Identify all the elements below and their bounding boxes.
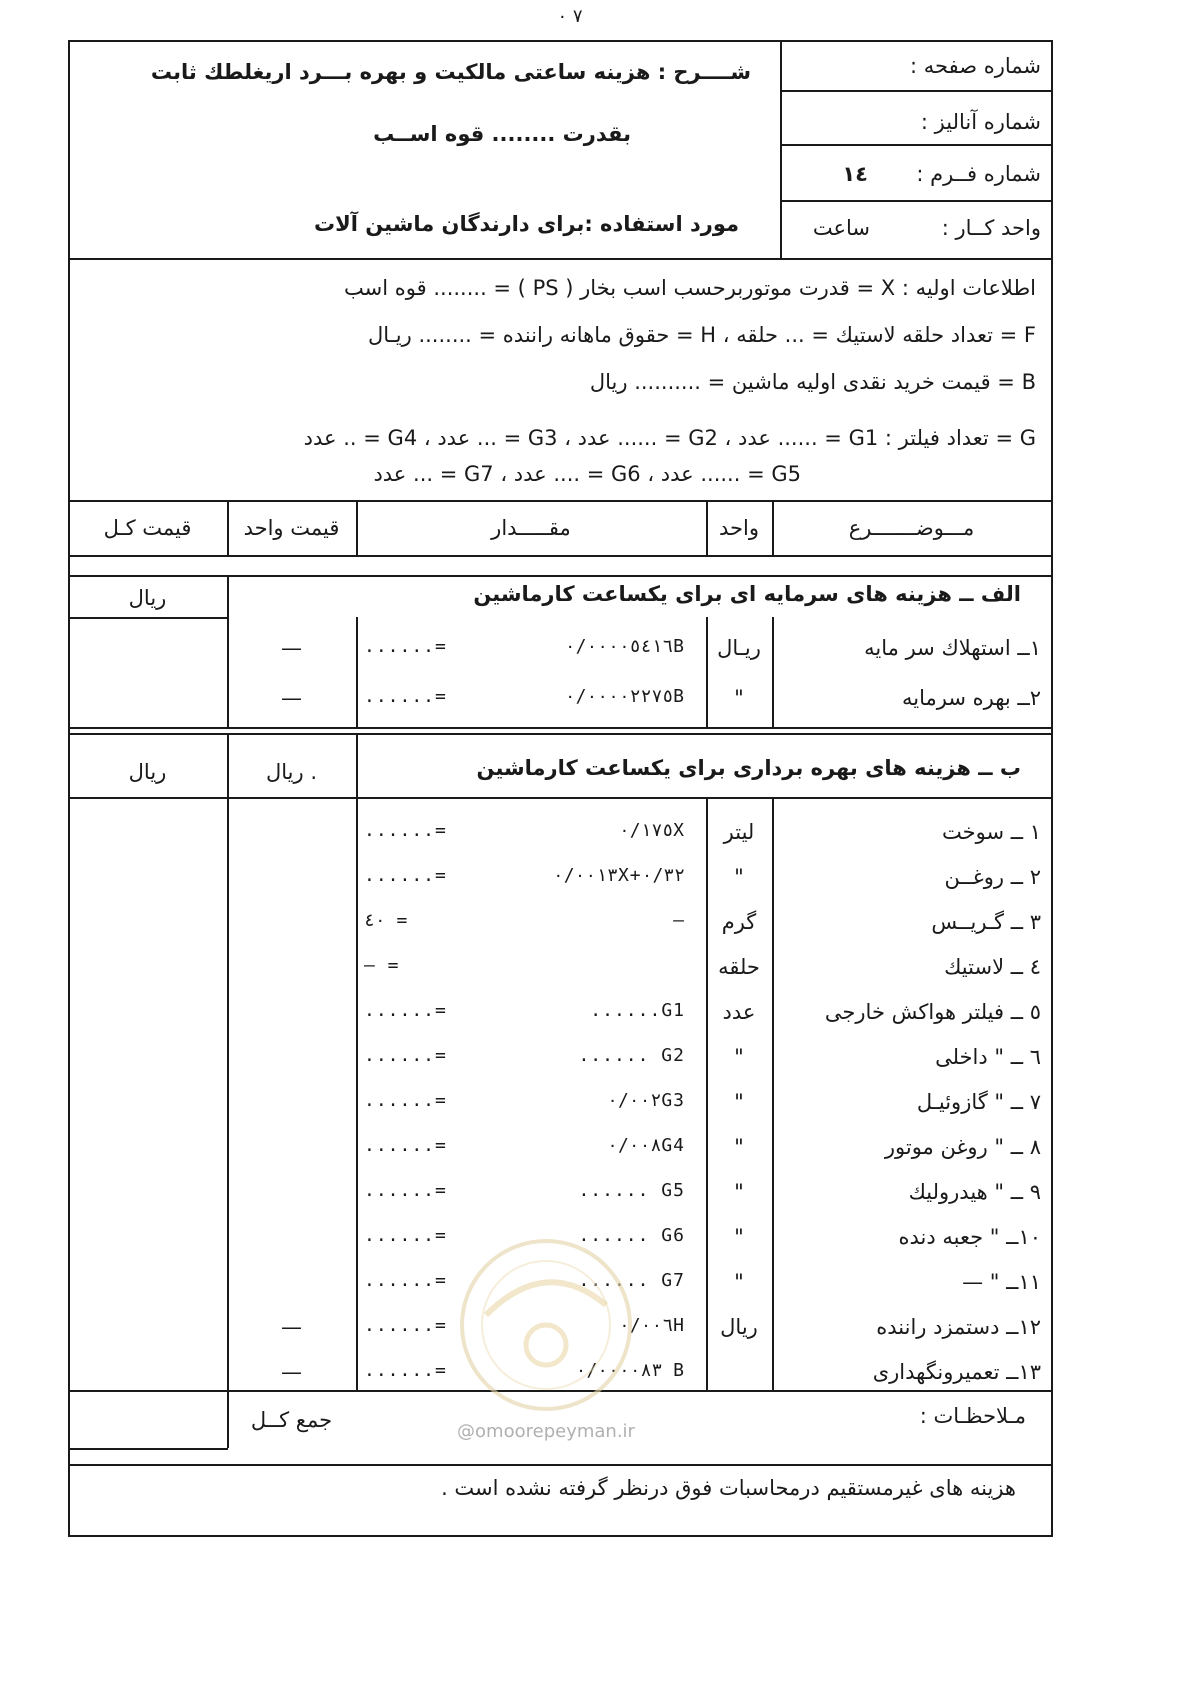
row-subject: ٨ ــ " روغن موتور <box>884 1135 1041 1159</box>
page-number-label: شماره صفحه : <box>910 54 1041 78</box>
row-formula: — <box>673 910 685 931</box>
row-formula: ٠/٠٠٢G3 <box>607 1090 685 1111</box>
watermark-seal <box>456 1235 636 1415</box>
row-formula: ...... G6 <box>578 1225 685 1246</box>
row-formula: ٠/٠٠٨G4 <box>607 1135 685 1156</box>
row-dots: ......= <box>364 1180 447 1201</box>
row-dots: ......= <box>364 636 447 657</box>
row-dots: ......= <box>364 1225 447 1246</box>
row-unit: لیتر <box>723 820 755 844</box>
info-line-price: B = قیمت خرید نقدی اولیه ماشین = .......... ریال <box>589 370 1036 394</box>
row-formula: ٠/١٧٥X <box>618 820 685 841</box>
row-subject: ١١ــ " — <box>962 1270 1041 1294</box>
row-subject: ١٠ــ " جعبه دنده <box>898 1225 1041 1249</box>
row-subject: ١٣ــ تعمیرونگهداری <box>872 1360 1041 1384</box>
row-unit: عدد <box>722 1000 756 1024</box>
row-subject: ٧ ــ " گازوئیـل <box>916 1090 1041 1114</box>
row-formula: ٠/٠٠١٣X+٠/٣٢ <box>552 865 685 886</box>
section-a-title: الف ــ هزینه های سرمایه ای برای یکساعت کارماشین <box>473 582 1021 606</box>
col-unit-price: قیمت واحد <box>243 516 340 540</box>
row-subject: ٣ ــ گـریــس <box>931 910 1041 934</box>
row-dots: ......= <box>364 1360 447 1381</box>
row-formula: ...... G5 <box>578 1180 685 1201</box>
row-subject: ٢ــ بهره سرمایه <box>902 686 1041 710</box>
row-unit: گرم <box>721 910 757 934</box>
section-a-currency: ریال <box>128 586 167 610</box>
row-unit: ریـال <box>717 636 761 660</box>
info-line-tires-salary: F = تعداد حلقه لاستیك = ... حلقه ، H = حقوق ماهانه راننده = ........ ریـال <box>367 323 1036 347</box>
row-subject: ٥ ــ فیلتر هواکش خارجی <box>824 1000 1041 1024</box>
info-line-filters-2: G5 = ...... عدد ، G6 = .... عدد ، G7 = ... عدد <box>373 462 801 486</box>
col-quantity: مقـــــدار <box>491 516 571 540</box>
row-formula: ٠/٠٠٠٠٢٢٧٥B <box>564 686 685 707</box>
section-b-title: ب ــ هزینه های بهره برداری برای یکساعت کارماشین <box>476 756 1021 780</box>
row-unit-price: — <box>281 1315 302 1339</box>
row-unit: " <box>734 1225 744 1249</box>
info-line-filters: G = تعداد فیلتر : G1 = ...... عدد ، G2 = ...... عدد ، G3 = ... عدد ، G4 = .. عدد <box>303 426 1036 450</box>
form-title: شــــرح : هزینه ساعتی مالکیت و بهره بـــرد اریغلطك ثابت <box>150 60 751 84</box>
row-dots: ......= <box>364 1270 447 1291</box>
row-dots: ......= <box>364 865 447 886</box>
row-subject: ٤ ــ لاستیك <box>944 955 1041 979</box>
row-unit: " <box>734 686 744 710</box>
section-b-total-currency: ریال <box>128 760 167 784</box>
work-unit-label: واحد کــار : <box>941 216 1041 240</box>
row-unit-price: — <box>281 636 302 660</box>
form-number-label: شماره فــرم : <box>916 162 1041 186</box>
usage-line: مورد استفاده :برای دارندگان ماشین آلات <box>313 212 739 236</box>
row-unit: حلقه <box>718 955 760 979</box>
row-subject: ١٢ــ دستمزد راننده <box>876 1315 1041 1339</box>
work-unit-value: ساعت <box>812 216 870 240</box>
row-dots: — = <box>364 955 400 976</box>
row-subject: ٦ ــ " داخلی <box>935 1045 1041 1069</box>
row-formula: ٠/٠٠٠٠٨٣ B <box>575 1360 685 1381</box>
row-unit: " <box>734 865 744 889</box>
row-unit: " <box>734 1045 744 1069</box>
row-dots: ......= <box>364 686 447 707</box>
row-unit-price: — <box>281 686 302 710</box>
row-formula: ......G1 <box>590 1000 685 1021</box>
col-unit: واحد <box>719 516 759 540</box>
form-number-value: ١٤ <box>842 162 868 186</box>
row-dots: ......= <box>364 820 447 841</box>
row-formula: ...... G2 <box>578 1045 685 1066</box>
note-text: هزینه های غیرمستقیم درمحاسبات فوق درنظر گرفته نشده است . <box>441 1476 1016 1500</box>
page-top-mark: ۰ ۷ <box>557 6 583 27</box>
watermark-text: @omoorepeyman.ir <box>457 1421 635 1442</box>
col-subject: مـــوضـــــــرع <box>848 516 975 540</box>
row-dots: ......= <box>364 1000 447 1021</box>
row-dots: ......= <box>364 1045 447 1066</box>
section-b-unit-currency: ریال . <box>265 760 317 784</box>
row-unit: " <box>734 1180 744 1204</box>
row-dots: ......= <box>364 1090 447 1111</box>
row-formula: ٠/٠٠٠٠٥٤١٦B <box>564 636 685 657</box>
row-dots: ......= <box>364 1315 447 1336</box>
row-dots: ٤٠ = <box>364 910 408 931</box>
col-total-price: قیمت کـل <box>103 516 192 540</box>
row-unit: " <box>734 1090 744 1114</box>
row-unit: " <box>734 1135 744 1159</box>
power-line: بقدرت ........ قوه اســب <box>373 122 631 146</box>
row-formula: ٠/٠٠٦H <box>618 1315 685 1336</box>
row-subject: ٩ ــ " هیدرولیك <box>908 1180 1041 1204</box>
row-formula: ...... G7 <box>578 1270 685 1291</box>
row-subject: ١ ــ سوخت <box>942 820 1041 844</box>
row-unit-price: — <box>281 1360 302 1384</box>
row-unit: ریال <box>720 1315 758 1339</box>
row-subject: ١ــ استهلاك سر مایه <box>864 636 1041 660</box>
row-unit: " <box>734 1270 744 1294</box>
notes-label: مـلاحظـات : <box>919 1404 1026 1428</box>
analysis-number-label: شماره آنالیز : <box>920 110 1041 134</box>
row-dots: ......= <box>364 1135 447 1156</box>
row-subject: ٢ ــ روغــن <box>944 865 1041 889</box>
grand-total-label: جمع کــل <box>250 1408 333 1432</box>
info-line-power: اطلاعات اولیه : X = قدرت موتوربرحسب اسب بخار ( PS ) = ........ قوه اسب <box>344 276 1036 300</box>
